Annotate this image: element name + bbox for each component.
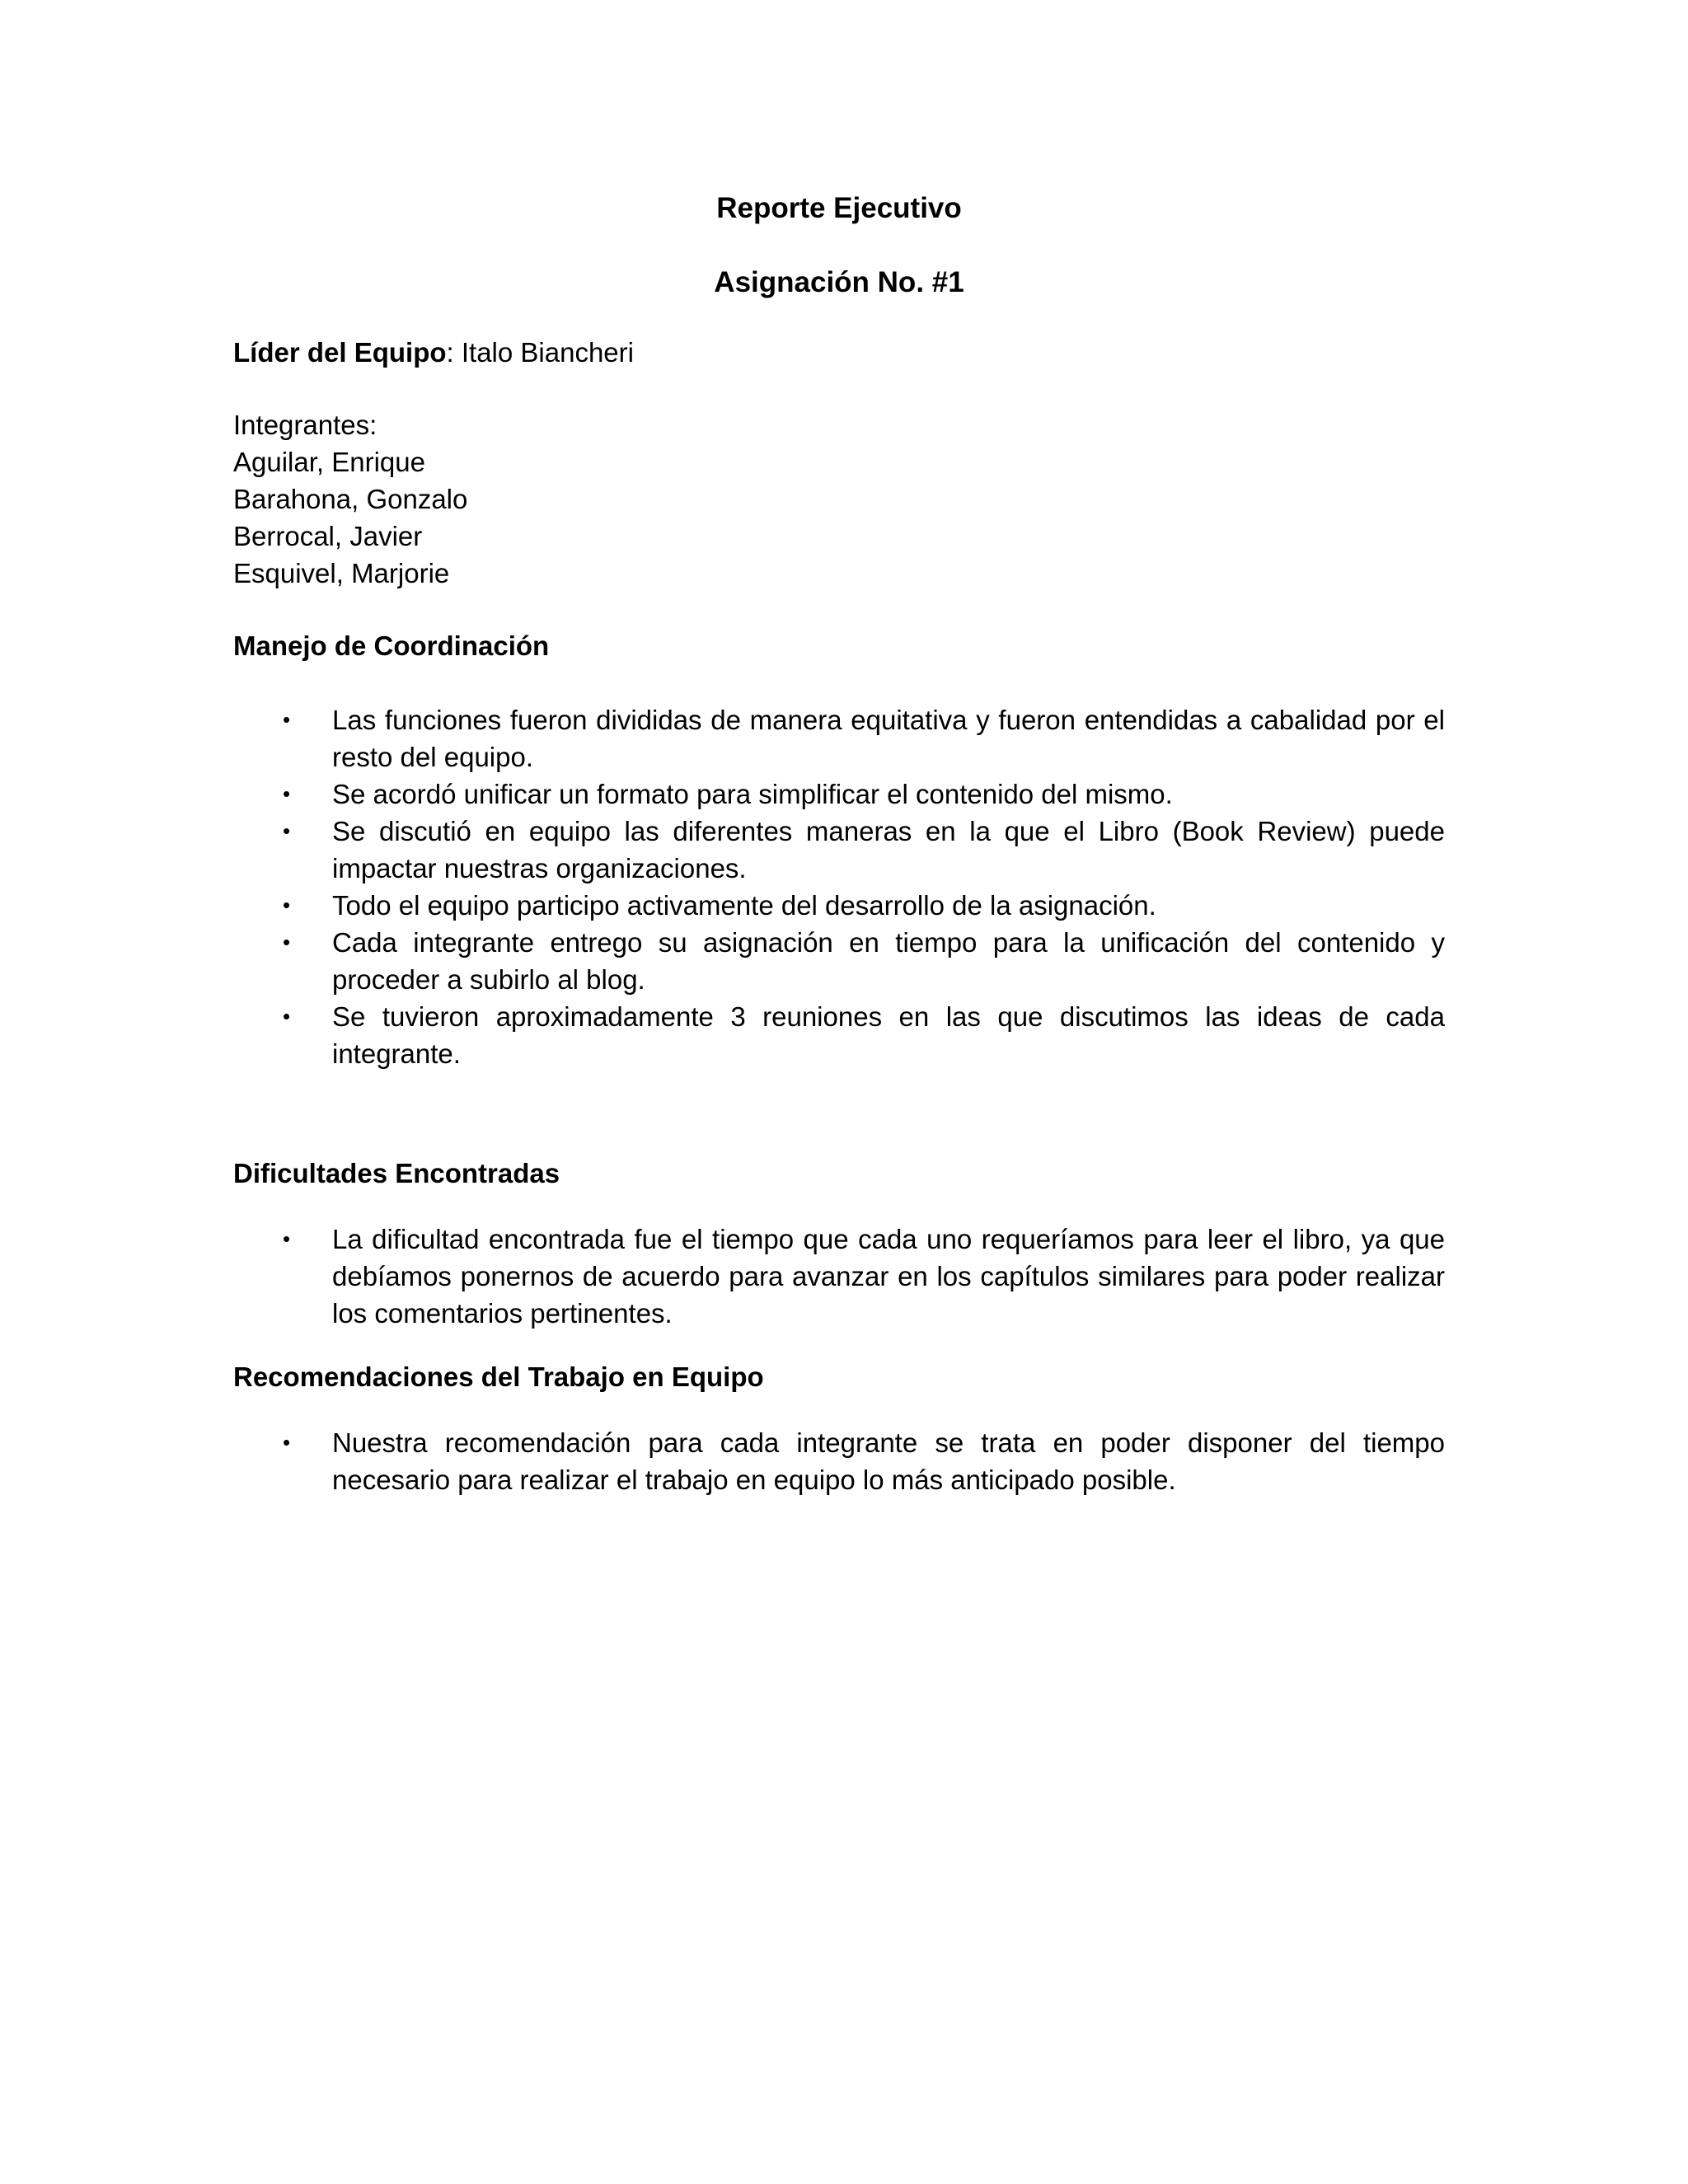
member-name: Esquivel, Marjorie [233,558,450,588]
team-leader-line [233,334,1445,371]
list-item [233,1424,1445,1498]
bullet-icon: • [283,818,291,843]
list-item-text: Las funciones fueron divididas de manera equitativa y fueron entendidas a cabalidad por el resto del equipo. [332,705,1445,772]
section-heading-coordination: Manejo de Coordinación [233,630,550,661]
list-item [233,776,1445,813]
bullet-icon: • [283,893,291,917]
team-leader-separator: : [446,337,462,368]
list-item-text: Todo el equipo participo activamente del desarrollo de la asignación. [332,890,1156,921]
section-heading-recommendations: Recomendaciones del Trabajo en Equipo [233,1361,764,1392]
list-item-text: Se acordó unificar un formato para simplificar el contenido del mismo. [332,779,1173,809]
list-item-text: La dificultad encontrada fue el tiempo que cada uno requeríamos para leer el libro, ya que debíamos ponernos de acuerdo para avanzar en los capítulos similares para poder realizar los comentarios pertinentes. [332,1224,1445,1329]
list-item-text: Se tuvieron aproximadamente 3 reuniones en las que discutimos las ideas de cada integrante. [332,1001,1445,1069]
list-item [233,701,1445,776]
member-name: Barahona, Gonzalo [233,484,468,514]
list-item [233,998,1445,1072]
coordination-list [233,701,1445,1072]
document-body [233,190,1445,1498]
list-item [233,887,1445,924]
bullet-icon: • [283,1226,291,1251]
list-item [233,1221,1445,1332]
bullet-icon: • [283,1004,291,1029]
bullet-icon: • [283,781,291,806]
team-leader-label: Líder del Equipo [233,337,447,368]
list-item [233,813,1445,887]
list-item-text: Nuestra recomendación para cada integrante se trata en poder disponer del tiempo necesario para realizar el trabajo en equipo lo más anticipado posible. [332,1427,1445,1495]
bullet-icon: • [283,1430,291,1455]
list-item-text: Cada integrante entrego su asignación en tiempo para la unificación del contenido y proceder a subirlo al blog. [332,927,1445,995]
document-subtitle: Asignación No. #1 [714,266,964,298]
bullet-icon: • [283,930,291,954]
section-heading-difficulties: Dificultades Encontradas [233,1158,560,1188]
team-leader-name: Italo Biancheri [461,337,634,368]
member-name: Aguilar, Enrique [233,447,425,477]
member-name: Berrocal, Javier [233,521,423,551]
members-label: Integrantes: [233,410,377,440]
document-title: Reporte Ejecutivo [716,192,962,224]
list-item [233,924,1445,998]
difficulties-list [233,1221,1445,1332]
recommendations-list [233,1424,1445,1498]
list-item-text: Se discutió en equipo las diferentes maneras en la que el Libro (Book Review) puede impactar nuestras organizaciones. [332,816,1445,883]
members-block [233,406,1445,592]
bullet-icon: • [283,707,291,732]
